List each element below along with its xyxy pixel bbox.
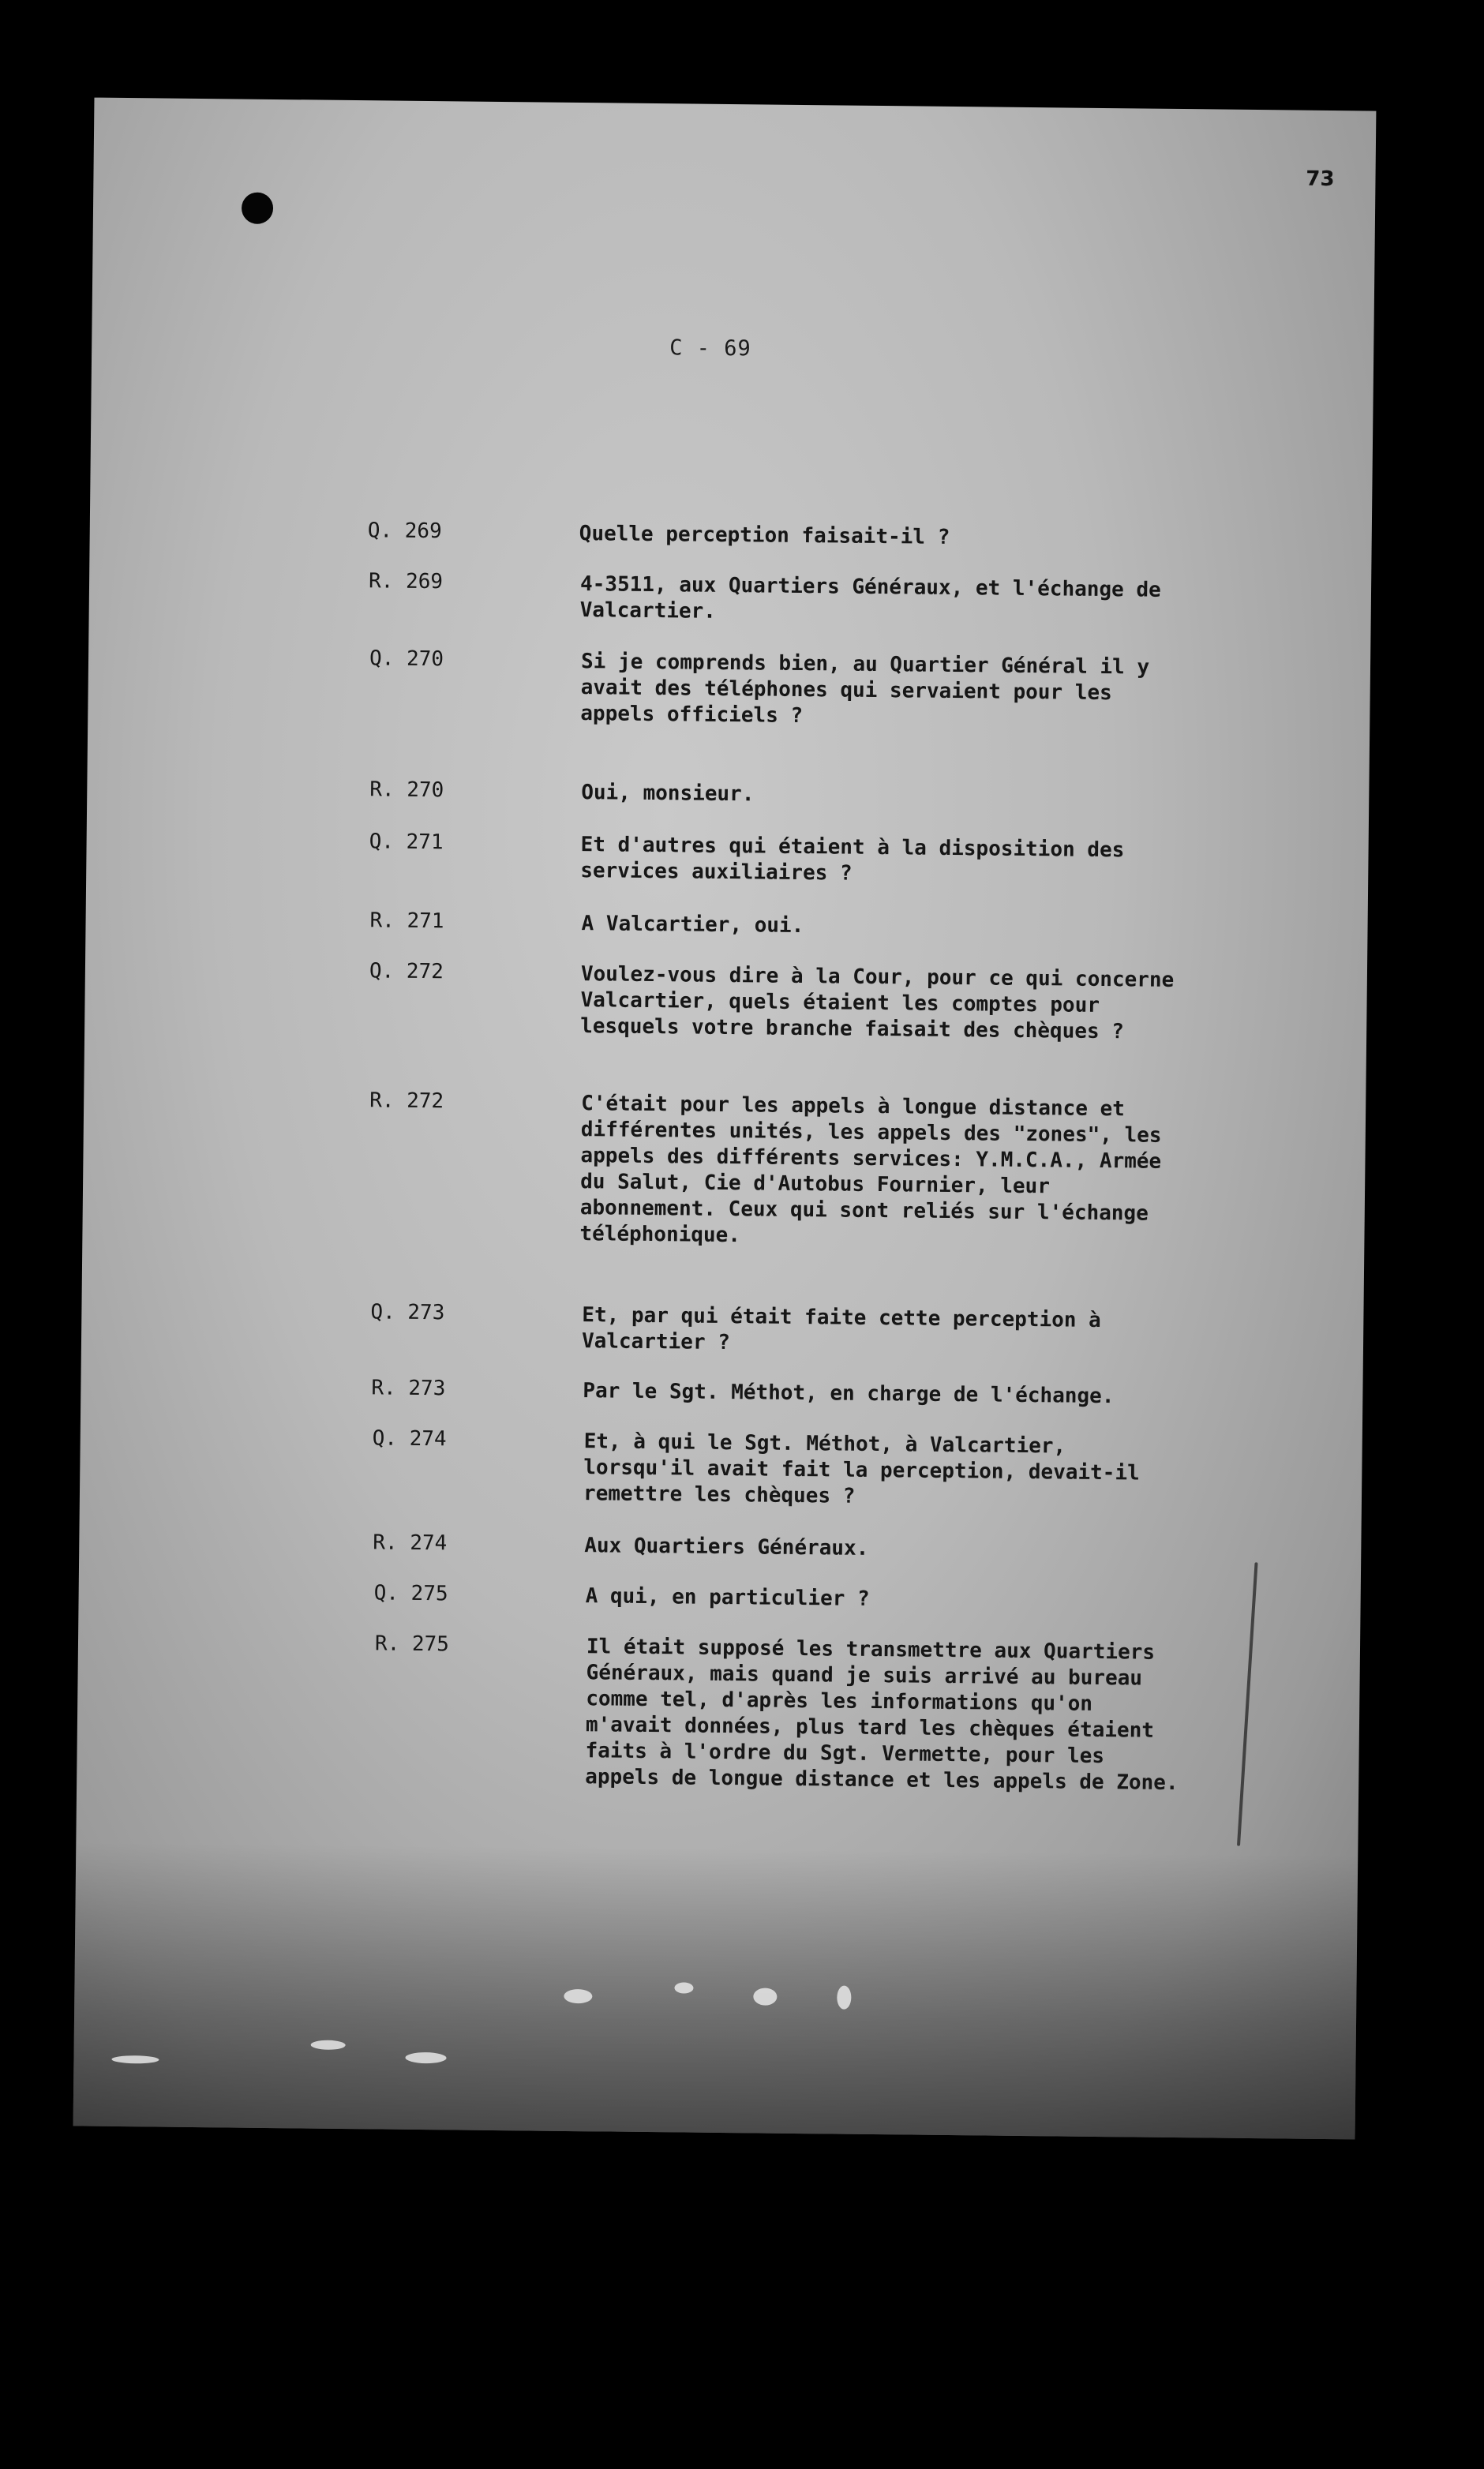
entry-label: R. 269 (368, 569, 444, 594)
entry-text: Et, par qui était faite cette perception à Valcartier ? (581, 1303, 1101, 1355)
entry-label: Q. 269 (367, 519, 442, 544)
page-number: 73 (1306, 167, 1335, 192)
entry-label: Q. 270 (369, 646, 444, 672)
page-shadow (73, 1841, 1358, 2139)
entry-label: Q. 271 (369, 830, 444, 855)
entry-label: R. 275 (374, 1632, 450, 1657)
entry-text: A qui, en particulier ? (585, 1584, 870, 1611)
entry-label: R. 272 (369, 1088, 444, 1114)
entry-text: Et d'autres qui étaient à la disposition des services auxiliaires ? (580, 833, 1125, 886)
entry-text: Oui, monsieur. (581, 781, 755, 807)
entry-text: Voulez-vous dire à la Cour, pour ce qui concerne Valcartier, quels étaient les comptes pour lesquels votre branche faisait des chèques ? (580, 962, 1175, 1044)
document-page (73, 98, 1377, 2140)
entry-text: C'était pour les appels à longue distance et différentes unités, les appels des "zones", les appels des différents services: Y.M.C.A., Armée du Salut, Cie d'Autobus Fournier, leur abonnement. Ceux qui sont reliés sur l'échange téléphonique. (579, 1092, 1162, 1248)
paper-fleck (753, 1988, 777, 2005)
entry-text: Et, à qui le Sgt. Méthot, à Valcartier, lorsqu'il avait fait la perception, devait-il remettre les chèques ? (583, 1429, 1140, 1508)
entry-label: R. 271 (369, 909, 444, 934)
entry-text: 4-3511, aux Quartiers Généraux, et l'échange de Valcartier. (579, 572, 1161, 624)
paper-fleck (674, 1982, 693, 1993)
document-header: C - 69 (669, 335, 751, 362)
paper-fleck (311, 2040, 346, 2050)
entry-label: R. 274 (373, 1530, 448, 1556)
entry-label: Q. 272 (369, 959, 444, 984)
entry-text: Aux Quartiers Généraux. (584, 1534, 869, 1560)
entry-text: A Valcartier, oui. (581, 912, 804, 939)
entry-label: Q. 273 (370, 1300, 445, 1325)
margin-mark (1237, 1562, 1258, 1846)
entry-label: Q. 275 (373, 1581, 448, 1606)
entry-label: Q. 274 (372, 1426, 447, 1452)
entry-text: Il était supposé les transmettre aux Quartiers Généraux, mais quand je suis arrivé au bureau comme tel, d'après les informations qu'on m'avait données, plus tard les chèques étaient faits à l'ordre du Sgt. Vermette, pour les appels de longue distance et les appels de Zone. (585, 1635, 1179, 1796)
entry-text: Si je comprends bien, au Quartier Général il y avait des téléphones qui servaient pour les appels officiels ? (580, 650, 1150, 729)
entry-text: Par le Sgt. Méthot, en charge de l'échange. (583, 1379, 1115, 1409)
entry-text: Quelle perception faisait-il ? (579, 522, 950, 549)
paper-fleck (564, 1989, 592, 2003)
punch-hole (242, 193, 273, 224)
entry-label: R. 273 (371, 1376, 446, 1401)
entry-label: R. 270 (369, 777, 444, 803)
